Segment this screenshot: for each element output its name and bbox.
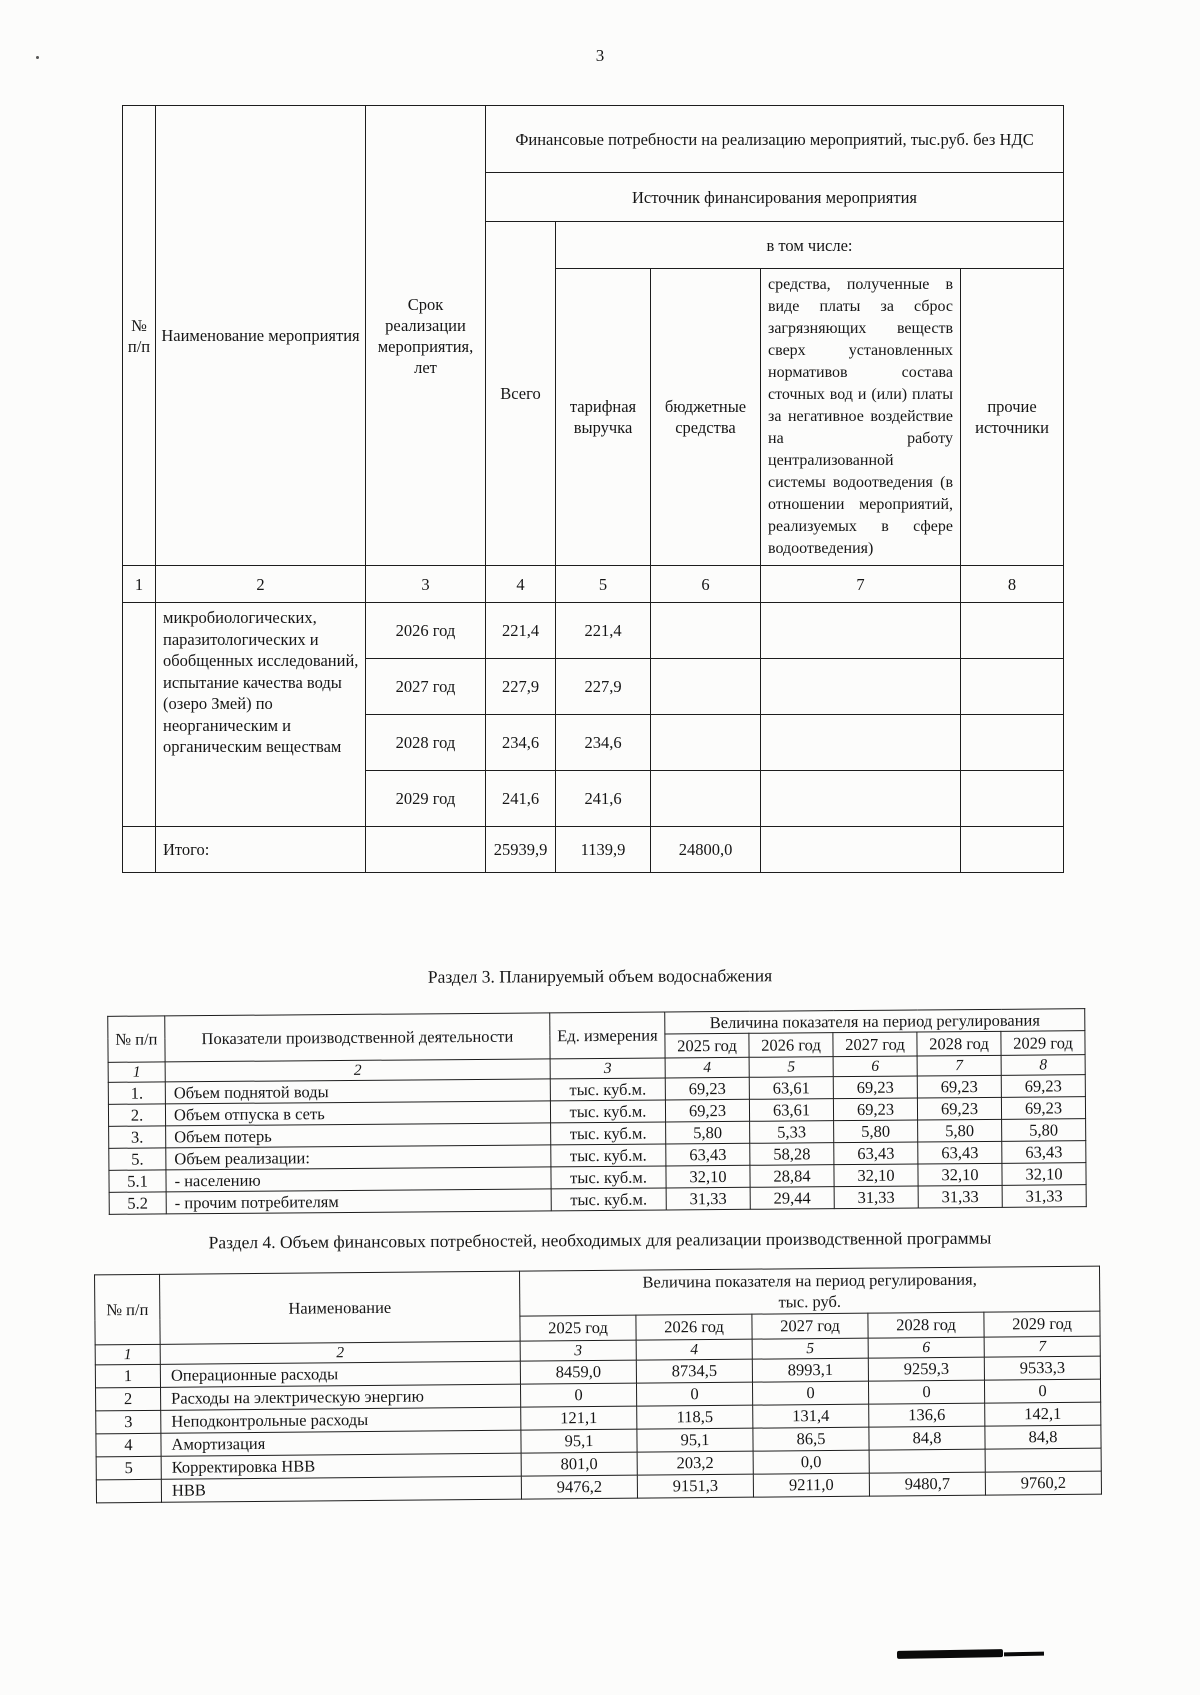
t3-colnum: 7 (984, 1336, 1100, 1357)
t2-value: 69,23 (833, 1098, 917, 1121)
t2-colnum: 5 (749, 1057, 833, 1078)
t1-data-row-2026 (123, 603, 1064, 659)
t3-colnum: 4 (636, 1339, 752, 1360)
t3-value: 0 (984, 1379, 1100, 1403)
t1-year-cell: 2029 год (366, 771, 486, 827)
t1-tariff-cell: 241,6 (556, 771, 651, 827)
t2-value: 5,80 (1002, 1119, 1086, 1142)
t3-row-num: 4 (96, 1433, 161, 1457)
t2-header-num: № п/п (108, 1016, 165, 1062)
t1-colnum-7: 7 (761, 566, 961, 603)
t2-value: 63,43 (1002, 1141, 1086, 1164)
t1-empty-cell (761, 659, 961, 715)
t2-value: 58,28 (750, 1143, 834, 1166)
t1-header-source-title: Источник финансирования мероприятия (486, 173, 1064, 222)
t1-empty-cell (366, 827, 486, 873)
t3-row-num: 3 (96, 1410, 161, 1434)
t2-value: 29,44 (750, 1187, 834, 1210)
t3-year-2029: 2029 год (984, 1311, 1100, 1337)
t1-header-tariff: тарифная выручка (556, 269, 651, 566)
t3-row-num: 1 (95, 1364, 160, 1388)
t3-value (869, 1449, 985, 1473)
t3-value: 9476,2 (521, 1475, 637, 1499)
t1-header-row-fin (123, 106, 1064, 173)
t1-empty-cell (651, 715, 761, 771)
t1-grand-total: 25939,9 (486, 827, 556, 873)
t2-value: 63,43 (834, 1142, 918, 1165)
t3-value: 84,8 (985, 1425, 1101, 1449)
t3-row-name: НВВ (161, 1476, 521, 1502)
t1-tariff-cell: 234,6 (556, 715, 651, 771)
t2-row-name: - населению (166, 1167, 551, 1192)
t2-row-num: 2. (108, 1104, 165, 1126)
t3-value: 9760,2 (985, 1471, 1101, 1495)
t3-value: 9211,0 (753, 1473, 869, 1497)
t1-empty-cell (651, 659, 761, 715)
t1-empty-cell (961, 771, 1064, 827)
t3-row-num: 5 (96, 1456, 161, 1480)
t3-year-2027: 2027 год (752, 1313, 868, 1339)
t2-row-unit: тыс. куб.м. (550, 1078, 665, 1101)
t1-colnum-5: 5 (556, 566, 651, 603)
scan-dot-artifact (36, 56, 39, 59)
t3-colnum: 6 (868, 1337, 984, 1358)
t2-value: 5,80 (918, 1119, 1002, 1142)
t3-value: 8459,0 (520, 1360, 636, 1384)
t2-row-num: 5.1 (109, 1170, 166, 1192)
t3-header-name: Наименование (160, 1271, 521, 1344)
t3-colnum: 2 (160, 1341, 520, 1364)
t3-colnum: 1 (95, 1344, 160, 1365)
water-supply-volume-table (107, 1008, 1087, 1215)
t3-value: 136,6 (869, 1403, 985, 1427)
t1-total-cell: 241,6 (486, 771, 556, 827)
t1-colnum-3: 3 (366, 566, 486, 603)
t2-value: 31,33 (666, 1187, 750, 1210)
t2-value: 5,80 (834, 1120, 918, 1143)
t3-row-name: Расходы на электрическую энергию (161, 1384, 521, 1410)
t3-value: 0 (868, 1380, 984, 1404)
t1-total-row (123, 827, 1064, 873)
t2-row-unit: тыс. куб.м. (550, 1100, 665, 1123)
t1-colnum-6: 6 (651, 566, 761, 603)
t2-year-2026: 2026 год (749, 1033, 833, 1058)
t2-value: 69,23 (665, 1099, 749, 1122)
t3-value: 131,4 (753, 1404, 869, 1428)
t1-tariff-cell: 227,9 (556, 659, 651, 715)
t3-value: 95,1 (521, 1429, 637, 1453)
t3-value: 8734,5 (636, 1359, 752, 1383)
t3-value: 86,5 (753, 1427, 869, 1451)
t2-row-unit: тыс. куб.м. (551, 1122, 666, 1145)
t2-row-unit: тыс. куб.м. (551, 1166, 666, 1189)
t3-row-name: Операционные расходы (160, 1361, 520, 1387)
t1-tariff-cell: 221,4 (556, 603, 651, 659)
t3-value: 9151,3 (637, 1474, 753, 1498)
t2-colnum: 1 (108, 1062, 165, 1082)
t2-row-num: 5. (109, 1148, 166, 1170)
t2-row-num: 5.2 (109, 1192, 166, 1214)
t3-header-value-title: Величина показателя на период регулирования, тыс. руб. (520, 1266, 1100, 1316)
t1-empty-cell (961, 715, 1064, 771)
t1-year-cell: 2028 год (366, 715, 486, 771)
t1-header-pollution: средства, полученные в виде платы за сброс загрязняющих веществ сверх установленных нормативов состава сточных вод и (или) платы за негативное воздействие на работу централизованной системы водоотведения (в отношении мероприятий, реализуемых в сфере водоотведения) (761, 269, 961, 566)
t1-empty-cell (961, 603, 1064, 659)
t2-header-value-title: Величина показателя на период регулирования (665, 1009, 1085, 1034)
t1-empty-cell (761, 603, 961, 659)
t1-total-label: Итого: (156, 827, 366, 873)
t3-row-name: Амортизация (161, 1430, 521, 1456)
t1-header-budget: бюджетные средства (651, 269, 761, 566)
t2-row-unit: тыс. куб.м. (551, 1144, 666, 1167)
t2-colnum: 8 (1001, 1055, 1085, 1076)
t2-value: 5,80 (666, 1121, 750, 1144)
t1-colnum-8: 8 (961, 566, 1064, 603)
t2-value: 69,23 (665, 1077, 749, 1100)
t2-colnum: 7 (917, 1055, 1001, 1076)
scan-bar-artifact (1004, 1652, 1044, 1657)
t1-total-cell: 227,9 (486, 659, 556, 715)
t2-row-name: Объем потерь (166, 1123, 551, 1148)
t2-row-num: 3. (109, 1126, 166, 1148)
t2-row-unit: тыс. куб.м. (551, 1188, 666, 1211)
t1-empty-cell (651, 603, 761, 659)
t3-value: 0 (636, 1382, 752, 1406)
t1-header-name: Наименование мероприятия (156, 106, 366, 566)
t3-value: 203,2 (637, 1451, 753, 1475)
t2-value: 32,10 (918, 1163, 1002, 1186)
t1-header-including: в том числе: (556, 222, 1064, 269)
t1-header-total: Всего (486, 222, 556, 566)
t1-measure-name: микробиологических, паразитологических и обобщенных исследований, испытание качества воды (озеро Змей) по неорганическим и органическим веществам (156, 603, 366, 827)
t2-header-indicator: Показатели производственной деятельности (165, 1013, 550, 1062)
t3-value: 0 (752, 1381, 868, 1405)
t3-year-2025: 2025 год (520, 1315, 636, 1341)
t2-value: 31,33 (1002, 1185, 1086, 1208)
t3-colnum: 3 (520, 1340, 636, 1361)
t3-row-name: Неподконтрольные расходы (161, 1407, 521, 1433)
t2-year-2028: 2028 год (917, 1031, 1001, 1056)
t3-row-name: Корректировка НВВ (161, 1453, 521, 1479)
t2-value: 69,23 (833, 1076, 917, 1099)
t3-value: 9533,3 (984, 1356, 1100, 1380)
t2-row-num: 1. (108, 1082, 165, 1104)
t3-value (985, 1448, 1101, 1472)
t2-value: 63,61 (749, 1099, 833, 1122)
t2-value: 31,33 (834, 1186, 918, 1209)
t3-header-num: № п/п (95, 1274, 161, 1345)
t1-header-term: Срок реализации мероприятия, лет (366, 106, 486, 566)
t1-empty-cell (761, 771, 961, 827)
t1-empty-cell (123, 827, 156, 873)
t1-header-fin-title: Финансовые потребности на реализацию мероприятий, тыс.руб. без НДС (486, 106, 1064, 173)
t1-header-other: прочие источники (961, 269, 1064, 566)
t3-row-num: 2 (96, 1387, 161, 1411)
t1-colnum-row (123, 566, 1064, 603)
t3-value: 142,1 (985, 1402, 1101, 1426)
t3-row-num (96, 1479, 161, 1503)
t1-empty-cell (651, 771, 761, 827)
t2-value: 69,23 (917, 1097, 1001, 1120)
t2-value: 32,10 (1002, 1163, 1086, 1186)
section4-title: Раздел 4. Объем финансовых потребностей, необходимых для реализации производственной программы (208, 1227, 992, 1253)
t1-header-num: № п/п (123, 106, 156, 566)
t2-value: 69,23 (1001, 1075, 1085, 1098)
t3-value: 118,5 (637, 1405, 753, 1429)
t2-value: 63,43 (666, 1143, 750, 1166)
t3-year-2028: 2028 год (868, 1312, 984, 1338)
t2-row-name: - прочим потребителям (166, 1189, 551, 1214)
t3-value: 0,0 (753, 1450, 869, 1474)
t1-empty-cell (961, 827, 1064, 873)
t2-value: 5,33 (750, 1121, 834, 1144)
t1-grand-budget: 24800,0 (651, 827, 761, 873)
t1-colnum-1: 1 (123, 566, 156, 603)
t3-value: 8993,1 (752, 1358, 868, 1382)
t2-colnum: 2 (165, 1059, 550, 1082)
t1-colnum-2: 2 (156, 566, 366, 603)
t3-value: 84,8 (869, 1426, 985, 1450)
t2-colnum: 6 (833, 1056, 917, 1077)
t1-empty-cell (761, 715, 961, 771)
t2-colnum: 4 (665, 1057, 749, 1078)
t1-year-cell: 2026 год (366, 603, 486, 659)
t2-year-2029: 2029 год (1001, 1031, 1085, 1056)
t2-header-unit: Ед. измерения (550, 1012, 665, 1059)
t1-grand-tariff: 1139,9 (556, 827, 651, 873)
t1-colnum-4: 4 (486, 566, 556, 603)
t3-value: 9259,3 (868, 1357, 984, 1381)
t3-year-2026: 2026 год (636, 1314, 752, 1340)
t2-year-2027: 2027 год (833, 1032, 917, 1057)
t3-value: 0 (520, 1383, 636, 1407)
t3-value: 95,1 (637, 1428, 753, 1452)
t1-empty-cell (761, 827, 961, 873)
t1-total-cell: 234,6 (486, 715, 556, 771)
t2-value: 28,84 (750, 1165, 834, 1188)
t2-row-name: Объем отпуска в сеть (165, 1101, 550, 1126)
t3-value: 121,1 (521, 1406, 637, 1430)
scan-bar-artifact (897, 1649, 1003, 1659)
t2-value: 31,33 (918, 1185, 1002, 1208)
section3-title: Раздел 3. Планируемый объем водоснабжения (427, 965, 773, 987)
t2-row-name: Объем реализации: (166, 1145, 551, 1170)
t1-year-cell: 2027 год (366, 659, 486, 715)
t2-value: 32,10 (666, 1165, 750, 1188)
financing-needs-table (122, 105, 1064, 873)
t2-value: 69,23 (1001, 1097, 1085, 1120)
t2-row-name: Объем поднятой воды (165, 1079, 550, 1104)
t2-value: 63,43 (918, 1141, 1002, 1164)
t1-empty-cell (961, 659, 1064, 715)
t2-colnum: 3 (550, 1058, 665, 1079)
t2-year-2025: 2025 год (665, 1033, 749, 1058)
t2-value: 69,23 (917, 1075, 1001, 1098)
t2-value: 63,61 (749, 1077, 833, 1100)
t2-value: 32,10 (834, 1164, 918, 1187)
t1-measure-num-cell (123, 603, 156, 827)
t3-value: 9480,7 (869, 1472, 985, 1496)
t3-colnum: 5 (752, 1338, 868, 1359)
financial-needs-table (94, 1266, 1102, 1504)
t3-value: 801,0 (521, 1452, 637, 1476)
t1-total-cell: 221,4 (486, 603, 556, 659)
page-number: 3 (595, 46, 605, 65)
